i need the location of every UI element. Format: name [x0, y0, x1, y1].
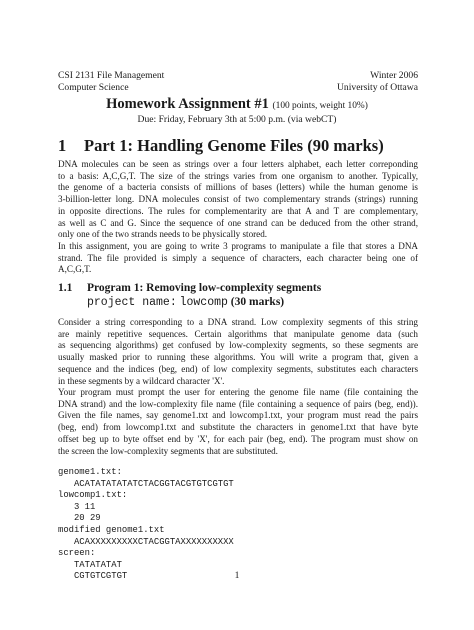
text-line: the genome of a bacteria consists of millions of bases (letters) while the human genome is — [58, 182, 418, 193]
subsection-marks: (30 marks) — [230, 296, 285, 308]
example-block — [58, 467, 234, 583]
assignment-title — [0, 96, 474, 113]
text-line: Consider a string corresponding to a DNA strand. Low complexity segments of this string — [58, 317, 418, 327]
text-line: the screen the low-complexity segments that are substituted. — [58, 445, 278, 456]
code-line: lowcomp1.txt: — [58, 490, 128, 501]
subsection-paragraph-2 — [58, 387, 418, 457]
page-number: 1 — [234, 570, 240, 581]
section-number: 1 — [58, 136, 67, 155]
subsection-project-line — [87, 296, 284, 309]
university: University of Ottawa — [337, 82, 418, 93]
text-line: 3-billion-letter long. DNA molecules consist of two complementary strands (strings) running — [58, 194, 418, 205]
text-line: in opposite directions. The rules for complementarity are that A and T are complementary, — [58, 205, 418, 216]
project-label: project name: — [87, 296, 177, 309]
code-line: TATATATAT — [58, 559, 122, 570]
code-line: ACATATATATATCTACGGTACGTGTCGTGT — [58, 478, 234, 489]
project-name: lowcomp — [179, 296, 228, 309]
text-line: DNA molecules can be seen as strings over a four letters alphabet, each letter correponding — [58, 159, 418, 169]
section1-paragraph-1 — [58, 159, 418, 241]
text-line: in these segments by a wildcard character 'X'. — [58, 375, 225, 386]
title-main: Homework Assignment #1 — [106, 96, 269, 112]
text-line: as well as C and G. Since the sequence of one strand can be deduced from the other strand, — [58, 217, 418, 228]
text-line: strand. The file provided is simply a sequence of characters, each character being one of — [58, 252, 418, 263]
text-line: sequence and the indices (beg, end) of low complexity segments, substitutes each characters — [58, 363, 418, 374]
section1-paragraph-2 — [58, 241, 418, 276]
subsection-paragraph-1 — [58, 317, 418, 387]
text-line: usually masked prior to running these algorithms. You will write a program that, given a — [58, 352, 418, 363]
text-line: DNA strand) and the low-complexity file name (file containing a sequence of pairs (beg, end)). — [58, 398, 418, 409]
text-line: are mainly repetitive sequences. Certain algorithms that manipulate genome data (such — [58, 328, 418, 339]
code-line: 20 29 — [58, 513, 101, 524]
text-line: Your program must prompt the user for entering the genome file name (file containing the — [58, 387, 418, 397]
text-line: to a basis: A,C,G,T. The size of the strings varies from one organism to another. Typically, — [58, 170, 418, 181]
code-line: ACAXXXXXXXXXCTACGGTAXXXXXXXXXX — [58, 536, 234, 547]
text-line: A,C,G,T. — [58, 264, 92, 275]
code-line: modified genome1.txt — [58, 524, 165, 535]
text-line: (beg, end) from lowcomp1.txt and substitute the characters in genome1.txt that have byte — [58, 422, 418, 433]
title-meta: (100 points, weight 10%) — [272, 101, 368, 111]
subsection-title: Program 1: Removing low-complexity segments — [87, 282, 322, 294]
term: Winter 2006 — [370, 70, 418, 81]
due-date: Due: Friday, February 3th at 5:00 p.m. (via webCT) — [137, 114, 337, 125]
text-line: Given the file names, say genome1.txt and lowcomp1.txt, your program must read the pairs — [58, 410, 418, 421]
text-line: as sequencing algorithms) get confused by low-complexity segments, so these segments are — [58, 340, 418, 351]
text-line: only one of the two strands needs to be physically stored. — [58, 229, 268, 240]
department: Computer Science — [58, 82, 129, 93]
code-line: CGTGTCGTGT — [58, 571, 128, 582]
code-line: 3 11 — [58, 501, 96, 512]
section-title: Part 1: Handling Genome Files (90 marks) — [84, 136, 384, 155]
code-line: genome1.txt: — [58, 467, 122, 477]
text-line: In this assignment, you are going to write 3 programs to manipulate a file that stores a DNA — [58, 241, 418, 251]
course-name: CSI 2131 File Management — [58, 70, 165, 81]
text-line: offset beg up to byte offset end by 'X', for each pair (beg, end). The program must show on — [58, 433, 418, 444]
subsection-number: 1.1 — [58, 282, 73, 294]
code-line: screen: — [58, 548, 96, 559]
